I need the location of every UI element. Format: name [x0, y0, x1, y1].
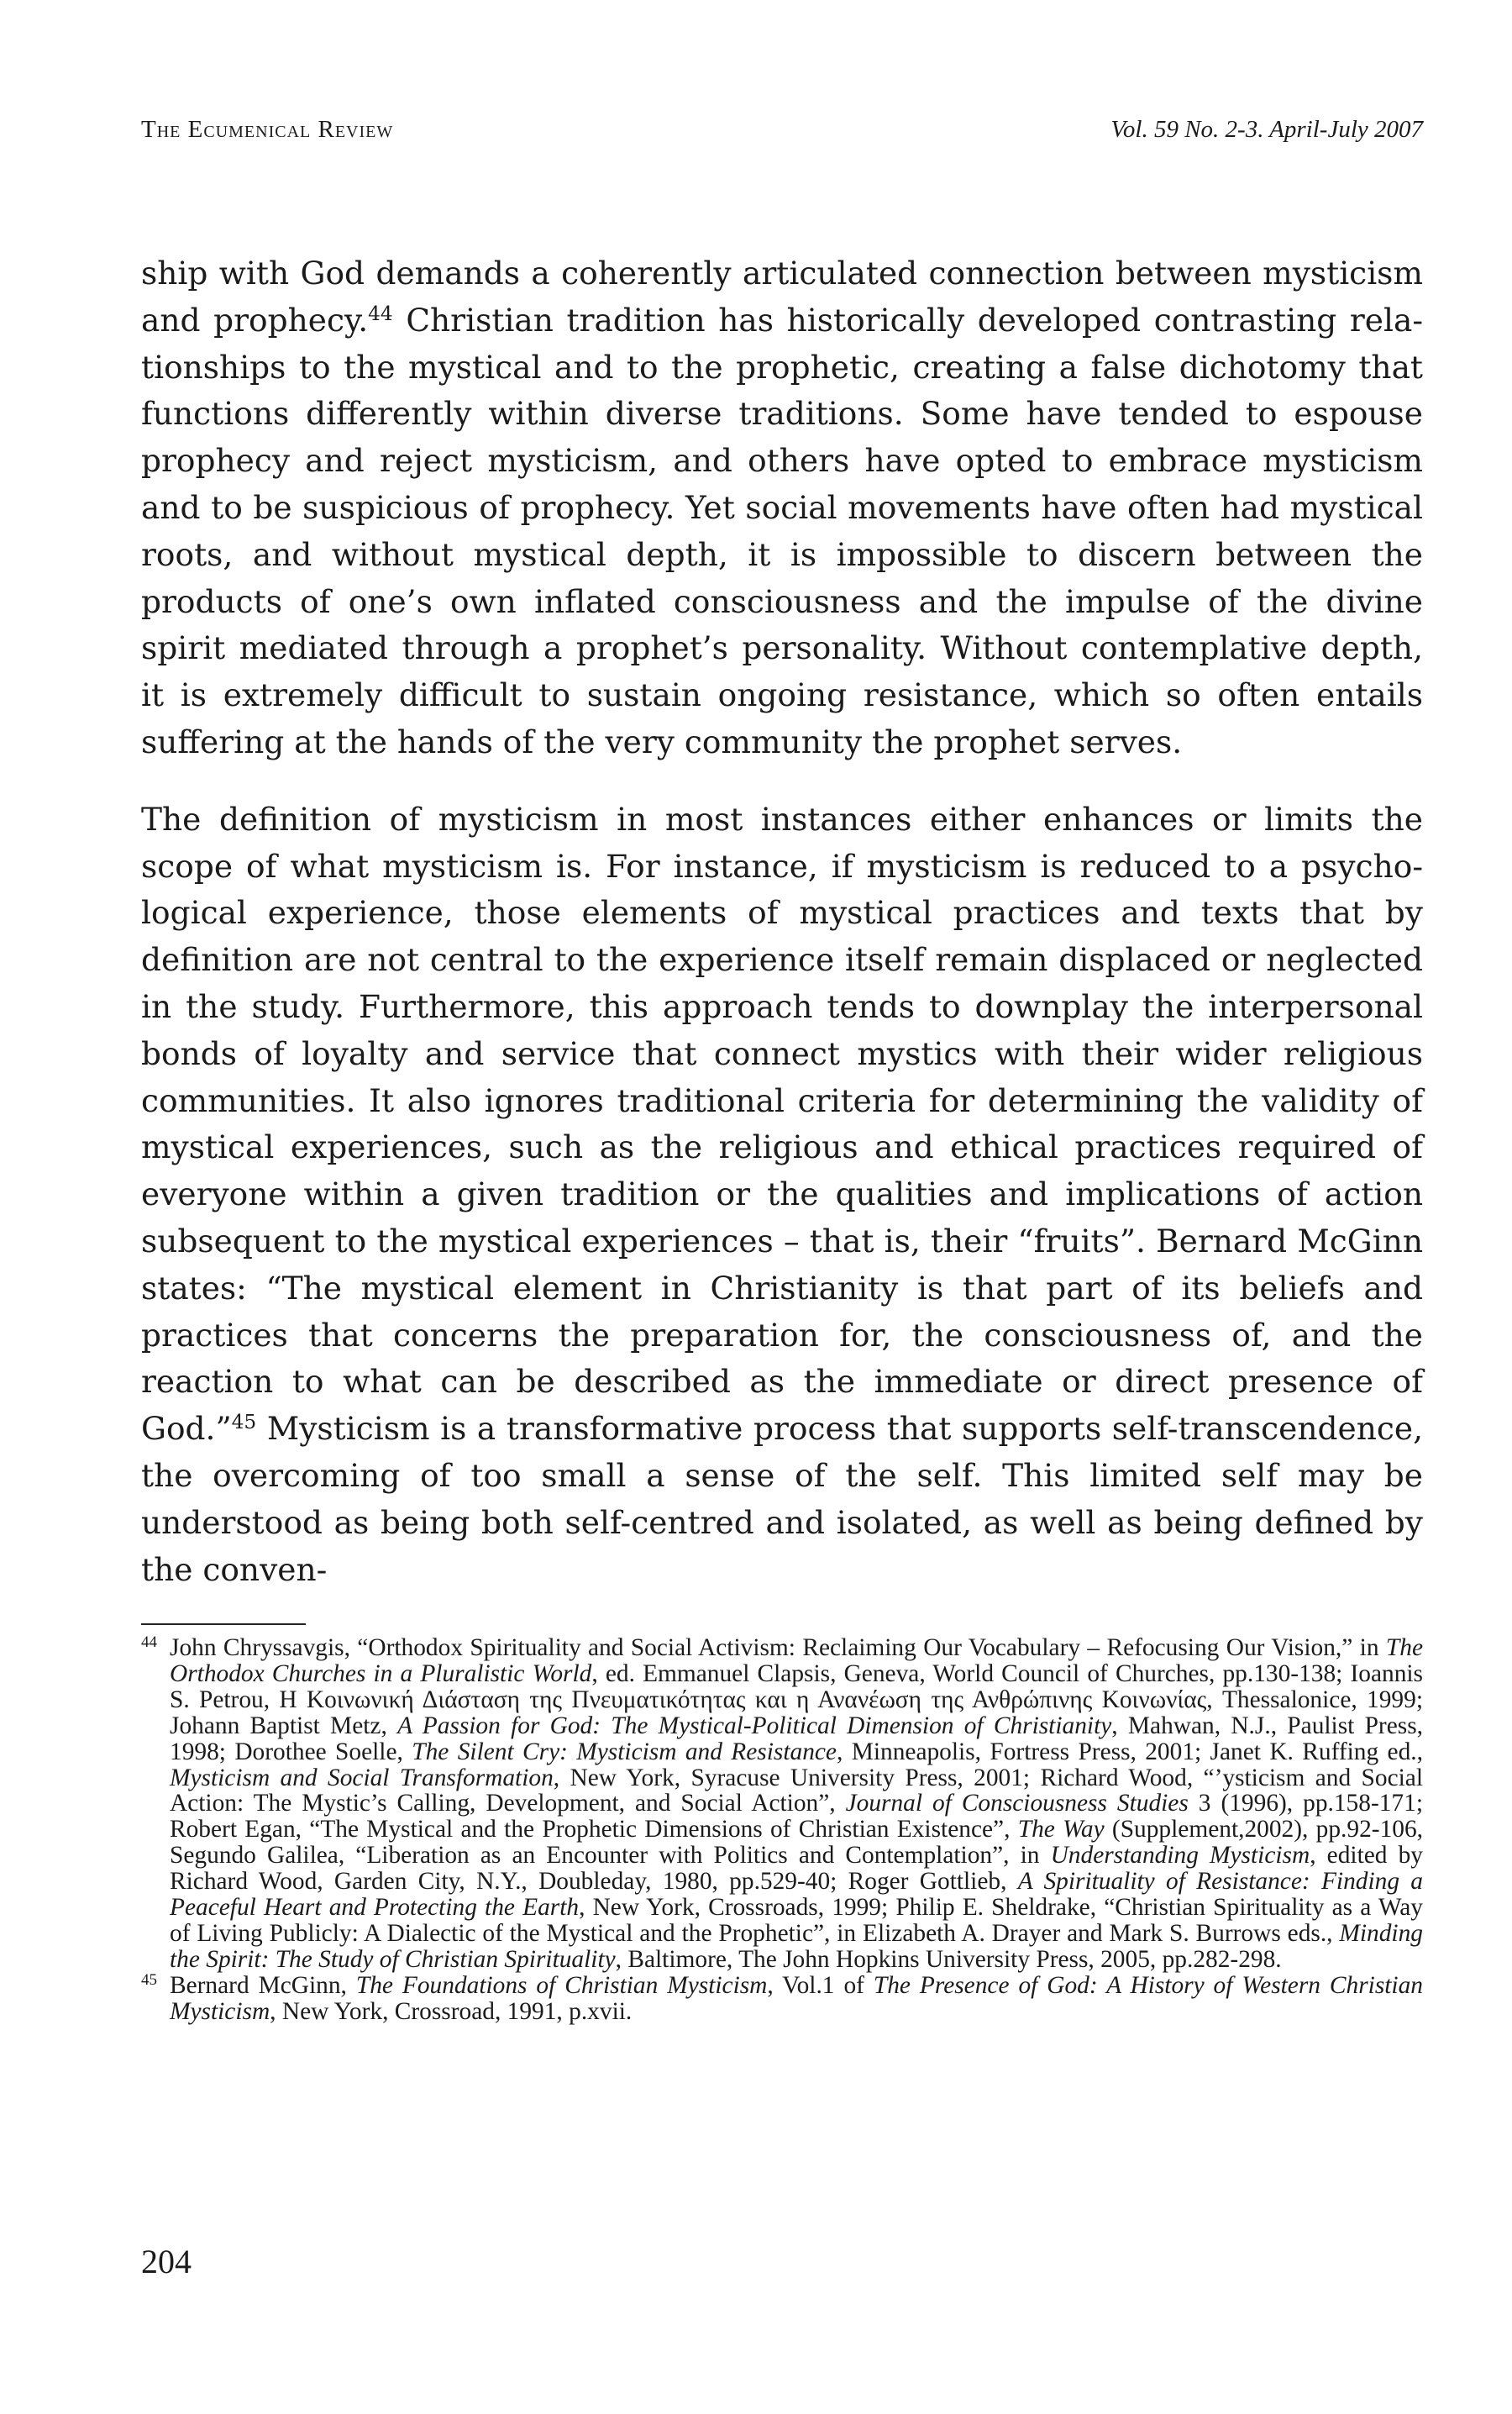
- footnotes: [141, 1635, 1423, 2025]
- page-number: 204: [141, 2243, 192, 2280]
- article-body: [141, 250, 1423, 1593]
- paragraph-2: [141, 797, 1423, 1594]
- footnote-45: 45 Bernard McGinn, The Foundations of Christian Mysticism, Vol.1 of The Presence of God: A History of Western Christian Mysticism, New York, Crossroad, 1991, p.xvii.: [141, 1973, 1423, 2025]
- paragraph-1: [141, 250, 1423, 766]
- paragraph-1-text-b: Christian tradition has historically developed contrasting relationships to the mystical and to the prophetic, creating a false dichotomy that functions differently within diverse traditions. Some have tended to espouse prophecy and reject mysticism, and others have opted to embrace mysticism and to be suspicious of prophecy. Yet social movements have often had mystical roots, and without mystical depth, it is impossible to discern between the products of one’s own inflated consciousness and the impulse of the divine spirit mediated through a prophet’s personality. Without contemplative depth, it is extremely difficult to sustain ongoing resistance, which so often entails suffering at the hands of the very community the prophet serves.: [141, 301, 1423, 760]
- footnote-ref-45[interactable]: 45: [231, 1411, 257, 1434]
- footnote-number: 45: [141, 1970, 157, 1989]
- volume-info: Vol. 59 No. 2-3. April-July 2007: [1110, 116, 1423, 143]
- footnote-divider: [141, 1623, 306, 1625]
- paragraph-2-text-a: The definition of mysticism in most instances either enhances or limits the scope of what mysticism is. For instance, if mysticism is reduced to a psychological experience, those elements of mystical practices and texts that by definition are not central to the experience itself remain displaced or neglected in the study. Furthermore, this approach tends to downplay the interpersonal bonds of loyalty and service that connect mystics with their wider religious communities. It also ignores traditional criteria for determining the validity of mystical experiences, such as the religious and ethical practices required of everyone within a given tradition or the qualities and implications of action subsequent to the mystical experiences – that is, their “fruits”. Bernard McGinn states: “The mystical element in Christianity is that part of its beliefs and practices that concerns the preparation for, the consciousness of, and the reaction to what can be described as the immediate or direct presence of God.”: [141, 800, 1423, 1448]
- journal-title: The Ecumenical Review: [141, 116, 394, 143]
- footnote-number: 44: [141, 1633, 157, 1651]
- paragraph-2-text-b: Mysticism is a transformative process that supports self-transcendence, the overcoming of too small a sense of the self. This limited self may be understood as being both self-centred and isolated, as well as being defined by the conven-: [141, 1410, 1423, 1588]
- footnote-ref-44[interactable]: 44: [368, 302, 393, 326]
- running-header: [141, 116, 1423, 144]
- footnote-44: 44 John Chryssavgis, “Orthodox Spirituality and Social Activism: Reclaiming Our Vocabulary – Refocusing Our Vision,” in The Orthodox Churches in a Pluralistic World, ed. Emmanuel Clapsis, Geneva, World Council of Churches, pp.130-138; Ioannis S. Petrou, Η Κοινωνική Διάσταση της Πνευματικότητας και η Ανανέωση της Ανθρώπινης Κοινωνίας, Thessalonice, 1999; Johann Baptist Metz, A Passion for God: The Mystical-Political Dimension of Christianity, Mahwan, N.J., Paulist Press, 1998; Dorothee Soelle, The Silent Cry: Mysticism and Resistance, Minneapolis, Fortress Press, 2001; Janet K. Ruffing ed., Mysticism and Social Transformation, New York, Syracuse University Press, 2001; Richard Wood, “’ysticism and Social Action: The Mystic’s Calling, Development, and Social Action”, Journal of Consciousness Studies 3 (1996), pp.158-171; Robert Egan, “The Mystical and the Prophetic Dimensions of Christian Existence”, The Way (Supplement,2002), pp.92-106, Segundo Galilea, “Liberation as an Encounter with Politics and Contemplation”, in Understanding Mysticism, edited by Richard Wood, Garden City, N.Y., Doubleday, 1980, pp.529-40; Roger Gottlieb, A Spirituality of Resistance: Finding a Peaceful Heart and Protecting the Earth, New York, Crossroads, 1999; Philip E. Sheldrake, “Christian Spirituality as a Way of Living Publicly: A Dialectic of the Mystical and the Prophetic”, in Elizabeth A. Drayer and Mark S. Burrows eds., Minding the Spirit: The Study of Christian Spirituality, Baltimore, The John Hopkins University Press, 2005, pp.282-298.: [141, 1635, 1423, 1973]
- paragraph-1-text-a: ship with God demands a coherently articulated connection between mysticism and prophecy.: [141, 255, 1423, 339]
